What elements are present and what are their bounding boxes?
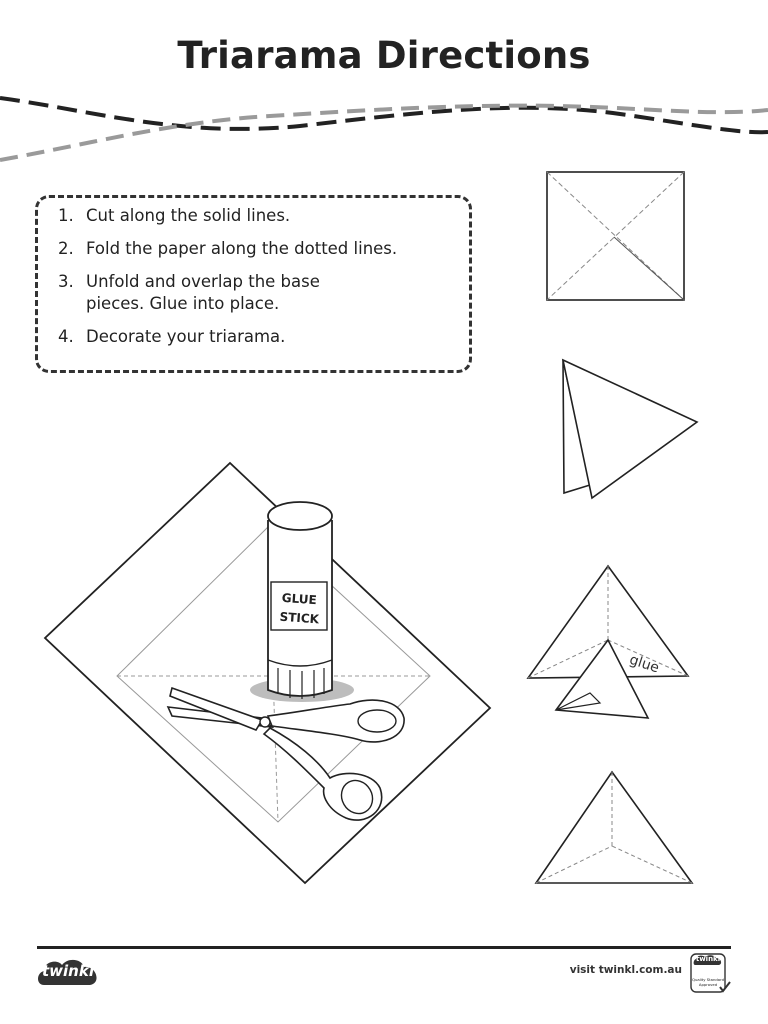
glue-triarama-icon <box>528 566 688 718</box>
step-number: 3. <box>58 272 74 291</box>
step-number: 4. <box>58 327 74 346</box>
twinkl-logo[interactable] <box>36 955 100 989</box>
folded-triangle-icon <box>563 360 697 498</box>
badge-caption-line-1: Quality Standard <box>691 977 725 982</box>
step-number: 2. <box>58 239 74 258</box>
glue-tab-label: glue <box>627 651 662 677</box>
badge-brand-text: twinkl <box>695 955 721 963</box>
finished-triarama-icon <box>536 772 692 883</box>
page-title: Triarama Directions <box>177 34 591 77</box>
folded-square-icon <box>547 172 684 300</box>
glue-stick-label-top: GLUE <box>281 590 318 608</box>
badge-caption-line-2: Approved <box>698 981 718 987</box>
step-text: Fold the paper along the dotted lines. <box>86 239 398 258</box>
step-text: Decorate your triarama. <box>86 327 286 346</box>
badge-caption <box>690 978 726 987</box>
quality-standard-badge <box>690 953 732 995</box>
twinkl-logo-text: twinkl <box>42 962 94 980</box>
step-text-continued: pieces. Glue into place. <box>86 294 280 313</box>
step-text: Unfold and overlap the base <box>86 272 320 291</box>
step-text: Cut along the solid lines. <box>86 206 291 225</box>
footer-divider <box>37 946 731 949</box>
step-number: 1. <box>58 206 74 225</box>
glue-stick-label-bottom: STICK <box>279 609 320 627</box>
visit-link[interactable]: visit twinkl.com.au <box>569 964 682 976</box>
